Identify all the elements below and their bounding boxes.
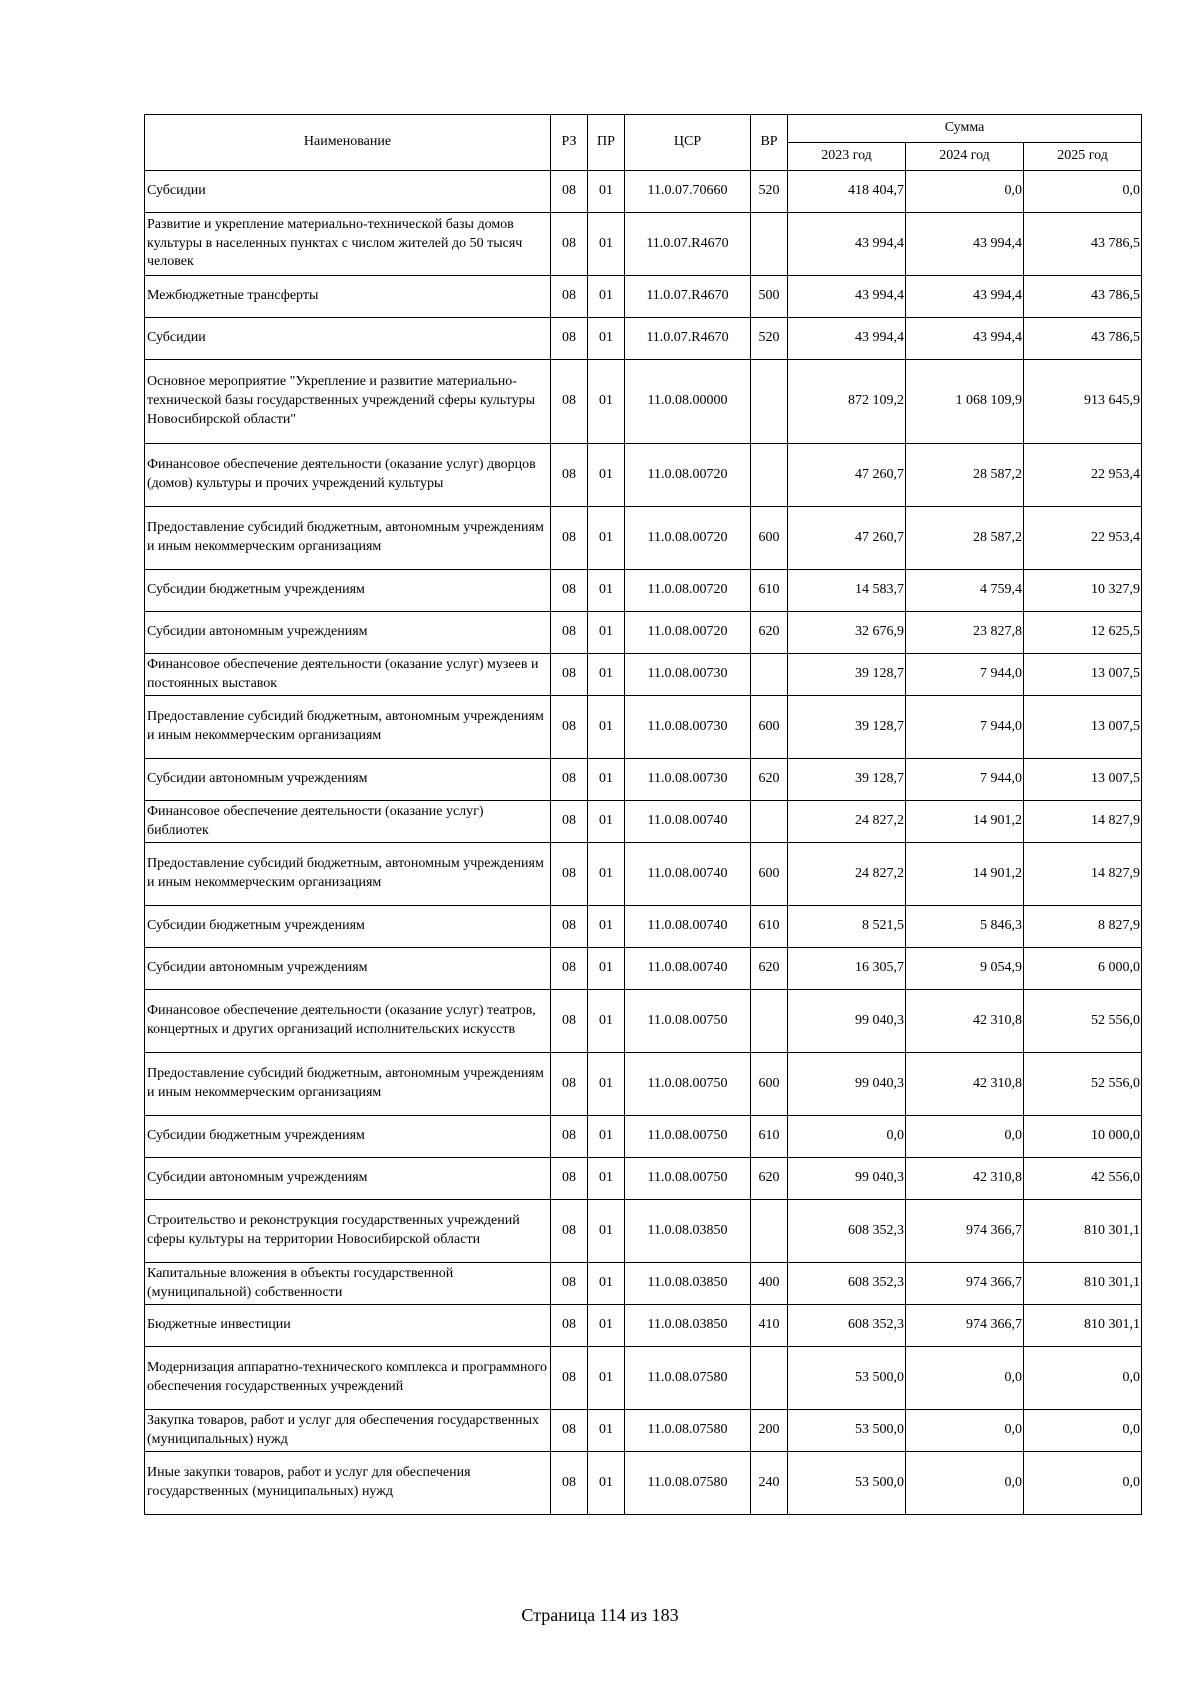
cell-rz: 08 xyxy=(551,1452,588,1515)
cell-csr: 11.0.08.00730 xyxy=(625,654,751,696)
cell-vr xyxy=(751,1200,788,1263)
cell-name: Субсидии бюджетным учреждениям xyxy=(145,1116,551,1158)
cell-y2025: 14 827,9 xyxy=(1024,801,1142,843)
cell-rz: 08 xyxy=(551,1116,588,1158)
cell-csr: 11.0.08.07580 xyxy=(625,1410,751,1452)
cell-csr: 11.0.08.03850 xyxy=(625,1263,751,1305)
cell-y2025: 0,0 xyxy=(1024,171,1142,213)
cell-y2024: 0,0 xyxy=(906,171,1024,213)
cell-y2024: 43 994,4 xyxy=(906,276,1024,318)
cell-vr: 620 xyxy=(751,759,788,801)
cell-y2024: 28 587,2 xyxy=(906,507,1024,570)
cell-vr: 520 xyxy=(751,318,788,360)
cell-y2024: 0,0 xyxy=(906,1347,1024,1410)
cell-y2025: 12 625,5 xyxy=(1024,612,1142,654)
cell-name: Финансовое обеспечение деятельности (оказание услуг) музеев и постоянных выставок xyxy=(145,654,551,696)
cell-y2025: 0,0 xyxy=(1024,1410,1142,1452)
cell-pr: 01 xyxy=(588,843,625,906)
cell-csr: 11.0.08.00750 xyxy=(625,1053,751,1116)
cell-rz: 08 xyxy=(551,1263,588,1305)
cell-y2024: 974 366,7 xyxy=(906,1305,1024,1347)
cell-csr: 11.0.07.R4670 xyxy=(625,318,751,360)
cell-pr: 01 xyxy=(588,1116,625,1158)
cell-y2023: 53 500,0 xyxy=(788,1410,906,1452)
cell-vr: 600 xyxy=(751,696,788,759)
cell-vr: 600 xyxy=(751,843,788,906)
cell-pr: 01 xyxy=(588,1305,625,1347)
cell-y2023: 24 827,2 xyxy=(788,843,906,906)
cell-y2025: 0,0 xyxy=(1024,1347,1142,1410)
cell-pr: 01 xyxy=(588,507,625,570)
cell-y2025: 43 786,5 xyxy=(1024,276,1142,318)
cell-y2024: 42 310,8 xyxy=(906,990,1024,1053)
cell-vr xyxy=(751,360,788,444)
cell-y2025: 43 786,5 xyxy=(1024,318,1142,360)
cell-pr: 01 xyxy=(588,1158,625,1200)
cell-pr: 01 xyxy=(588,906,625,948)
table-row xyxy=(145,990,1142,1053)
cell-name: Субсидии xyxy=(145,318,551,360)
table-row xyxy=(145,570,1142,612)
cell-pr: 01 xyxy=(588,1053,625,1116)
cell-name: Предоставление субсидий бюджетным, автономным учреждениям и иным некоммерческим организациям xyxy=(145,507,551,570)
cell-y2024: 9 054,9 xyxy=(906,948,1024,990)
cell-rz: 08 xyxy=(551,444,588,507)
cell-name: Финансовое обеспечение деятельности (оказание услуг) дворцов (домов) культуры и прочих учреждений культуры xyxy=(145,444,551,507)
cell-y2024: 7 944,0 xyxy=(906,654,1024,696)
cell-y2024: 7 944,0 xyxy=(906,759,1024,801)
cell-y2025: 0,0 xyxy=(1024,1452,1142,1515)
cell-y2025: 22 953,4 xyxy=(1024,444,1142,507)
cell-y2023: 43 994,4 xyxy=(788,276,906,318)
cell-pr: 01 xyxy=(588,171,625,213)
cell-vr: 200 xyxy=(751,1410,788,1452)
cell-vr: 620 xyxy=(751,948,788,990)
cell-rz: 08 xyxy=(551,570,588,612)
cell-pr: 01 xyxy=(588,1200,625,1263)
cell-vr: 620 xyxy=(751,612,788,654)
cell-pr: 01 xyxy=(588,654,625,696)
cell-rz: 08 xyxy=(551,318,588,360)
cell-y2025: 42 556,0 xyxy=(1024,1158,1142,1200)
cell-y2024: 7 944,0 xyxy=(906,696,1024,759)
cell-y2023: 39 128,7 xyxy=(788,696,906,759)
cell-vr xyxy=(751,1347,788,1410)
cell-y2024: 5 846,3 xyxy=(906,906,1024,948)
table-row xyxy=(145,948,1142,990)
cell-y2025: 22 953,4 xyxy=(1024,507,1142,570)
cell-vr: 240 xyxy=(751,1452,788,1515)
cell-pr: 01 xyxy=(588,213,625,276)
cell-rz: 08 xyxy=(551,696,588,759)
cell-csr: 11.0.08.00740 xyxy=(625,906,751,948)
table-row xyxy=(145,1410,1142,1452)
cell-y2025: 13 007,5 xyxy=(1024,759,1142,801)
cell-vr: 620 xyxy=(751,1158,788,1200)
cell-y2023: 43 994,4 xyxy=(788,318,906,360)
cell-y2023: 47 260,7 xyxy=(788,444,906,507)
cell-pr: 01 xyxy=(588,990,625,1053)
table-row xyxy=(145,1452,1142,1515)
cell-y2023: 53 500,0 xyxy=(788,1347,906,1410)
cell-y2023: 8 521,5 xyxy=(788,906,906,948)
cell-csr: 11.0.08.00000 xyxy=(625,360,751,444)
cell-y2024: 14 901,2 xyxy=(906,801,1024,843)
cell-name: Субсидии автономным учреждениям xyxy=(145,612,551,654)
cell-vr: 600 xyxy=(751,507,788,570)
table-row xyxy=(145,444,1142,507)
cell-name: Строительство и реконструкция государственных учреждений сферы культуры на территории Новосибирской области xyxy=(145,1200,551,1263)
cell-name: Субсидии xyxy=(145,171,551,213)
cell-y2024: 43 994,4 xyxy=(906,318,1024,360)
cell-pr: 01 xyxy=(588,360,625,444)
cell-csr: 11.0.08.00730 xyxy=(625,696,751,759)
cell-csr: 11.0.07.R4670 xyxy=(625,213,751,276)
cell-name: Бюджетные инвестиции xyxy=(145,1305,551,1347)
cell-y2024: 42 310,8 xyxy=(906,1158,1024,1200)
cell-pr: 01 xyxy=(588,801,625,843)
cell-pr: 01 xyxy=(588,612,625,654)
cell-csr: 11.0.08.00720 xyxy=(625,444,751,507)
cell-vr xyxy=(751,444,788,507)
cell-csr: 11.0.08.00750 xyxy=(625,990,751,1053)
cell-y2025: 913 645,9 xyxy=(1024,360,1142,444)
cell-y2025: 810 301,1 xyxy=(1024,1305,1142,1347)
cell-y2024: 23 827,8 xyxy=(906,612,1024,654)
cell-y2023: 39 128,7 xyxy=(788,759,906,801)
table-row xyxy=(145,696,1142,759)
cell-name: Иные закупки товаров, работ и услуг для обеспечения государственных (муниципальных) нужд xyxy=(145,1452,551,1515)
cell-rz: 08 xyxy=(551,1200,588,1263)
cell-csr: 11.0.08.07580 xyxy=(625,1452,751,1515)
cell-vr: 610 xyxy=(751,906,788,948)
cell-y2024: 14 901,2 xyxy=(906,843,1024,906)
cell-y2024: 4 759,4 xyxy=(906,570,1024,612)
cell-csr: 11.0.08.00720 xyxy=(625,507,751,570)
cell-y2025: 52 556,0 xyxy=(1024,1053,1142,1116)
cell-y2025: 810 301,1 xyxy=(1024,1263,1142,1305)
table-row xyxy=(145,1305,1142,1347)
cell-y2025: 10 000,0 xyxy=(1024,1116,1142,1158)
cell-csr: 11.0.08.00720 xyxy=(625,570,751,612)
cell-y2024: 28 587,2 xyxy=(906,444,1024,507)
cell-csr: 11.0.08.00740 xyxy=(625,948,751,990)
cell-y2025: 14 827,9 xyxy=(1024,843,1142,906)
cell-y2023: 47 260,7 xyxy=(788,507,906,570)
table-row xyxy=(145,213,1142,276)
table-row xyxy=(145,1053,1142,1116)
cell-y2024: 974 366,7 xyxy=(906,1263,1024,1305)
cell-y2025: 13 007,5 xyxy=(1024,696,1142,759)
cell-name: Субсидии автономным учреждениям xyxy=(145,1158,551,1200)
cell-vr: 400 xyxy=(751,1263,788,1305)
cell-rz: 08 xyxy=(551,171,588,213)
cell-pr: 01 xyxy=(588,1452,625,1515)
cell-y2024: 42 310,8 xyxy=(906,1053,1024,1116)
cell-rz: 08 xyxy=(551,948,588,990)
cell-y2024: 0,0 xyxy=(906,1410,1024,1452)
table-row xyxy=(145,276,1142,318)
cell-pr: 01 xyxy=(588,276,625,318)
cell-name: Межбюджетные трансферты xyxy=(145,276,551,318)
cell-rz: 08 xyxy=(551,1347,588,1410)
cell-y2023: 43 994,4 xyxy=(788,213,906,276)
cell-y2023: 0,0 xyxy=(788,1116,906,1158)
cell-pr: 01 xyxy=(588,1410,625,1452)
cell-y2023: 418 404,7 xyxy=(788,171,906,213)
table-row xyxy=(145,654,1142,696)
col-header-pr: ПР xyxy=(588,115,625,171)
cell-csr: 11.0.07.R4670 xyxy=(625,276,751,318)
cell-rz: 08 xyxy=(551,612,588,654)
cell-y2023: 608 352,3 xyxy=(788,1263,906,1305)
table-row xyxy=(145,801,1142,843)
col-header-sum: Сумма xyxy=(788,115,1142,143)
cell-y2024: 0,0 xyxy=(906,1452,1024,1515)
cell-vr: 610 xyxy=(751,570,788,612)
cell-y2025: 810 301,1 xyxy=(1024,1200,1142,1263)
col-header-2023: 2023 год xyxy=(788,143,906,171)
cell-vr: 610 xyxy=(751,1116,788,1158)
cell-rz: 08 xyxy=(551,1053,588,1116)
cell-rz: 08 xyxy=(551,759,588,801)
table-row xyxy=(145,1263,1142,1305)
cell-pr: 01 xyxy=(588,444,625,507)
col-header-vr: ВР xyxy=(751,115,788,171)
cell-name: Финансовое обеспечение деятельности (оказание услуг) театров, концертных и других организаций исполнительских искусств xyxy=(145,990,551,1053)
cell-rz: 08 xyxy=(551,1410,588,1452)
budget-table xyxy=(144,114,1142,1515)
cell-csr: 11.0.08.00730 xyxy=(625,759,751,801)
cell-vr: 600 xyxy=(751,1053,788,1116)
table-row xyxy=(145,360,1142,444)
cell-vr xyxy=(751,213,788,276)
table-body xyxy=(145,171,1142,1515)
table-row xyxy=(145,759,1142,801)
cell-y2025: 6 000,0 xyxy=(1024,948,1142,990)
cell-y2025: 10 327,9 xyxy=(1024,570,1142,612)
cell-rz: 08 xyxy=(551,276,588,318)
cell-csr: 11.0.08.00750 xyxy=(625,1116,751,1158)
cell-csr: 11.0.07.70660 xyxy=(625,171,751,213)
cell-y2024: 0,0 xyxy=(906,1116,1024,1158)
cell-name: Предоставление субсидий бюджетным, автономным учреждениям и иным некоммерческим организациям xyxy=(145,843,551,906)
page-number: Страница 114 из 183 xyxy=(521,1605,679,1625)
cell-y2023: 24 827,2 xyxy=(788,801,906,843)
col-header-name: Наименование xyxy=(145,115,551,171)
cell-vr: 410 xyxy=(751,1305,788,1347)
cell-rz: 08 xyxy=(551,360,588,444)
col-header-2025: 2025 год xyxy=(1024,143,1142,171)
col-header-rz: РЗ xyxy=(551,115,588,171)
cell-y2023: 32 676,9 xyxy=(788,612,906,654)
cell-y2025: 13 007,5 xyxy=(1024,654,1142,696)
cell-rz: 08 xyxy=(551,507,588,570)
table-row xyxy=(145,507,1142,570)
cell-rz: 08 xyxy=(551,213,588,276)
cell-csr: 11.0.08.03850 xyxy=(625,1305,751,1347)
cell-pr: 01 xyxy=(588,948,625,990)
cell-name: Модернизация аппаратно-технического комплекса и программного обеспечения государственных учреждений xyxy=(145,1347,551,1410)
table-row xyxy=(145,1158,1142,1200)
table-row xyxy=(145,906,1142,948)
cell-vr xyxy=(751,654,788,696)
cell-name: Закупка товаров, работ и услуг для обеспечения государственных (муниципальных) нужд xyxy=(145,1410,551,1452)
cell-csr: 11.0.08.00720 xyxy=(625,612,751,654)
cell-y2023: 99 040,3 xyxy=(788,1053,906,1116)
cell-name: Предоставление субсидий бюджетным, автономным учреждениям и иным некоммерческим организациям xyxy=(145,1053,551,1116)
cell-rz: 08 xyxy=(551,654,588,696)
table-row xyxy=(145,843,1142,906)
cell-name: Субсидии бюджетным учреждениям xyxy=(145,906,551,948)
cell-pr: 01 xyxy=(588,1263,625,1305)
cell-y2024: 43 994,4 xyxy=(906,213,1024,276)
table-row xyxy=(145,318,1142,360)
table-header xyxy=(145,115,1142,171)
cell-name: Субсидии автономным учреждениям xyxy=(145,948,551,990)
cell-y2024: 974 366,7 xyxy=(906,1200,1024,1263)
cell-rz: 08 xyxy=(551,1305,588,1347)
cell-csr: 11.0.08.00740 xyxy=(625,843,751,906)
cell-rz: 08 xyxy=(551,801,588,843)
table-row xyxy=(145,612,1142,654)
cell-pr: 01 xyxy=(588,759,625,801)
cell-y2023: 608 352,3 xyxy=(788,1200,906,1263)
table-row xyxy=(145,171,1142,213)
cell-rz: 08 xyxy=(551,906,588,948)
cell-csr: 11.0.08.07580 xyxy=(625,1347,751,1410)
cell-y2023: 14 583,7 xyxy=(788,570,906,612)
cell-pr: 01 xyxy=(588,1347,625,1410)
cell-y2023: 99 040,3 xyxy=(788,990,906,1053)
cell-rz: 08 xyxy=(551,1158,588,1200)
table-row xyxy=(145,1116,1142,1158)
cell-name: Развитие и укрепление материально-технической базы домов культуры в населенных пунктах с числом жителей до 50 тысяч человек xyxy=(145,213,551,276)
cell-vr xyxy=(751,801,788,843)
cell-name: Капитальные вложения в объекты государственной (муниципальной) собственности xyxy=(145,1263,551,1305)
col-header-csr: ЦСР xyxy=(625,115,751,171)
cell-name: Субсидии бюджетным учреждениям xyxy=(145,570,551,612)
cell-y2023: 16 305,7 xyxy=(788,948,906,990)
cell-pr: 01 xyxy=(588,570,625,612)
cell-pr: 01 xyxy=(588,696,625,759)
cell-y2025: 52 556,0 xyxy=(1024,990,1142,1053)
cell-vr xyxy=(751,990,788,1053)
cell-pr: 01 xyxy=(588,318,625,360)
table-row xyxy=(145,1347,1142,1410)
cell-name: Предоставление субсидий бюджетным, автономным учреждениям и иным некоммерческим организациям xyxy=(145,696,551,759)
cell-y2023: 608 352,3 xyxy=(788,1305,906,1347)
cell-y2023: 53 500,0 xyxy=(788,1452,906,1515)
cell-y2023: 99 040,3 xyxy=(788,1158,906,1200)
table-row xyxy=(145,1200,1142,1263)
cell-name: Финансовое обеспечение деятельности (оказание услуг) библиотек xyxy=(145,801,551,843)
cell-rz: 08 xyxy=(551,990,588,1053)
cell-name: Основное мероприятие "Укрепление и развитие материально-технической базы государственных учреждений сферы культуры Новосибирской области" xyxy=(145,360,551,444)
cell-csr: 11.0.08.00740 xyxy=(625,801,751,843)
cell-y2023: 872 109,2 xyxy=(788,360,906,444)
cell-y2024: 1 068 109,9 xyxy=(906,360,1024,444)
cell-name: Субсидии автономным учреждениям xyxy=(145,759,551,801)
cell-vr: 520 xyxy=(751,171,788,213)
col-header-2024: 2024 год xyxy=(906,143,1024,171)
cell-rz: 08 xyxy=(551,843,588,906)
cell-y2025: 8 827,9 xyxy=(1024,906,1142,948)
cell-y2025: 43 786,5 xyxy=(1024,213,1142,276)
cell-csr: 11.0.08.00750 xyxy=(625,1158,751,1200)
cell-vr: 500 xyxy=(751,276,788,318)
cell-csr: 11.0.08.03850 xyxy=(625,1200,751,1263)
cell-y2023: 39 128,7 xyxy=(788,654,906,696)
